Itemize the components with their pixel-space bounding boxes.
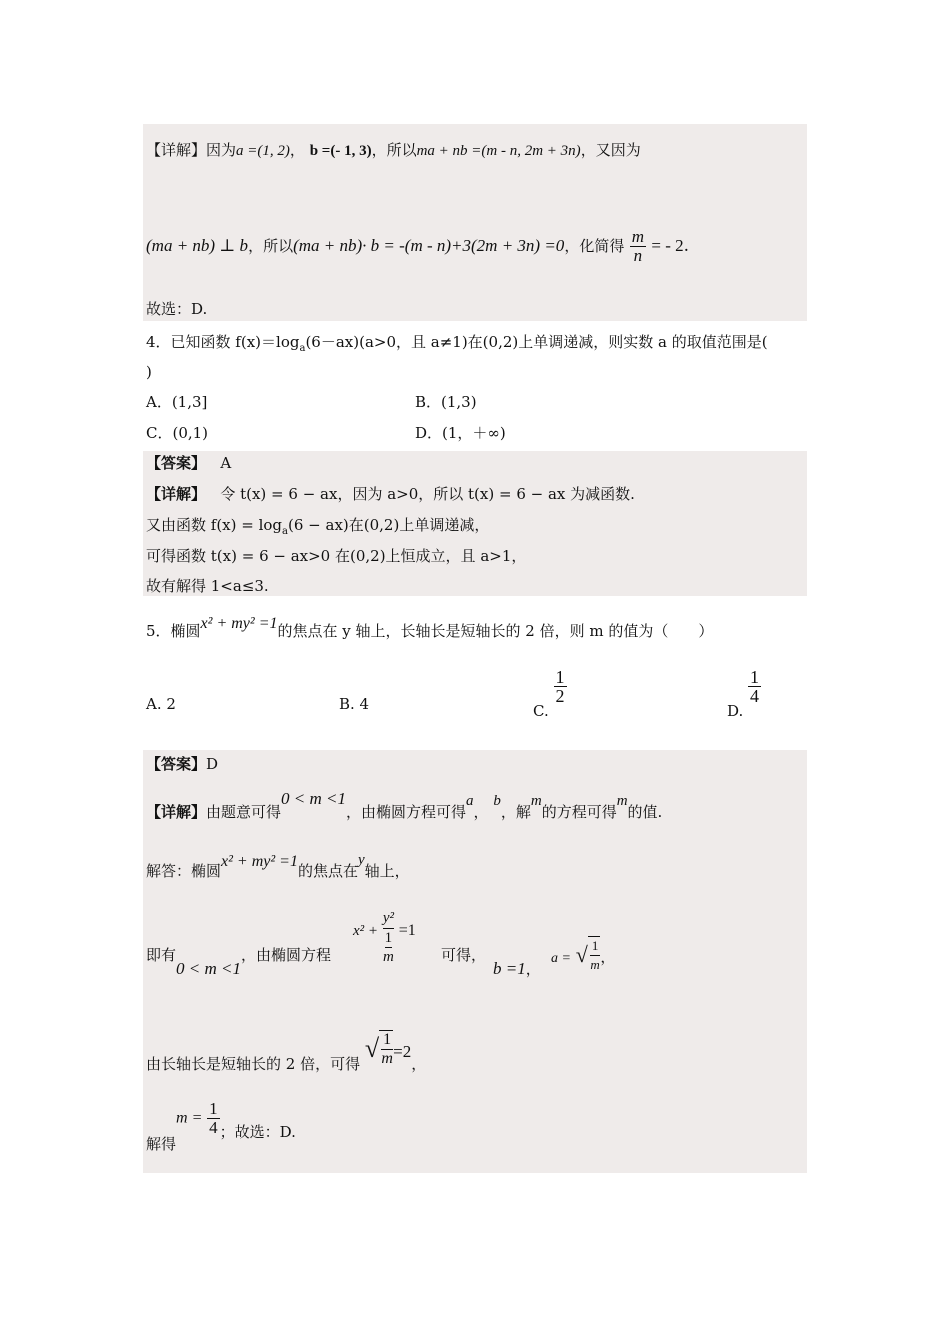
line2-log-base: a [282,526,288,537]
q4-stem-part2: (6－ax)(a>0，且 a≠1)在(0,2)上单调递减，则实数 a 的取值范围是( [305,333,768,351]
long-axis-text: 由长轴长是短轴长的 2 倍，可得 [146,1055,361,1073]
final-text: ；故选：D. [219,1122,296,1141]
ans5-long-axis [146,1030,427,1073]
ans5-get [441,944,486,966]
ans5-b-eq [493,958,541,980]
m-equals: m = [176,1109,203,1127]
detail-label: 【详解】 [146,485,207,503]
detail1-line2 [146,228,689,265]
answer-label: 【答案】 [146,755,207,773]
period: . [683,236,690,256]
ans4-answer [146,452,231,474]
var-b: b [493,793,501,809]
q5-option-d [727,667,761,720]
q5-option-c [533,667,567,720]
answer-value: A [220,454,232,472]
q4-option-a: A．(1,3] [146,393,208,411]
b-equals-one: b =1 [493,959,526,978]
solution-text: 的焦点在 [297,862,358,880]
var-m: m [530,793,542,809]
q4-option-d: D．(1，＋∞) [415,424,506,442]
vector-a: a =(1, 2) [236,143,290,159]
inner-den: m [382,949,394,965]
inequality: 0 < m <1 [281,789,347,808]
equals-two: =2 [393,1042,412,1061]
equals-one: =1 [398,922,416,939]
dot-product-expr: (ma + nb)· b = -(m - n)+3(2m + 3n) =0 [293,236,565,255]
comma-2: ， [600,948,616,966]
ans5-a-eq [551,936,615,974]
comma: ， [411,1055,427,1073]
answer-label: 【答案】 [146,454,207,472]
perp-expr: (ma + nb) ⊥ b [146,236,249,255]
by-equation-text: ，由椭圆方程 [241,946,332,964]
option-c-fraction: $\frac{1}{2}$ [555,667,565,706]
expr-sum: ma + nb =(m - n, 2m + 3n) [416,143,581,159]
so-text: ，所以 [371,141,417,159]
solution-label: 解答：椭圆 [146,862,222,880]
y-squared: y² [383,908,394,929]
detail-label: 【详解】因为 [146,141,237,159]
detail-text-4: 的方程可得 [541,803,617,821]
vector-b: b =(- 1, 3) [309,143,372,159]
ans4-detail [146,483,635,505]
inner-num: 1 [384,930,393,946]
ans4-line4: 故有解得 1<a≤3. [146,577,269,595]
ans5-solution [146,852,410,883]
q5-stem-part2: 的焦点在 y 轴上，长轴长是短轴长的 2 倍，则 m 的值为（ ） [277,622,714,640]
m-fraction: $\frac{1}{4}$ [209,1099,218,1137]
separator: ， [473,803,489,821]
ans5-solve [146,1099,296,1153]
sqrt-long: √ $\frac{1}{m}$ [364,1031,393,1067]
ellipse-y-fraction [383,908,394,966]
var-a: a [466,793,474,809]
ans4-line3: 可得函数 t(x) = 6 − ax>0 在(0,2)上恒成立，且 a>1， [146,547,527,565]
detail1-choose: 故选：D. [146,300,208,318]
q5-stem-part1: 5．椭圆 [146,622,201,640]
solve-text: 解得 [146,1134,177,1153]
ans5-answer [146,753,218,775]
ellipse-equation: x² + my² =1 [200,615,278,632]
var-y: y [357,852,365,868]
so-text-2: ，所以 [248,237,294,255]
option-d-label: D. [727,701,744,720]
result-value: = - 2 [651,236,684,255]
sqrt-one-over-m: √ $\frac{1}{m}$ [575,938,600,972]
var-m-2: m [616,793,628,809]
detail-text-3: ，解 [500,803,531,821]
get-text: 可得， [441,946,487,964]
option-d-fraction: $\frac{1}{4}$ [750,667,760,706]
comma: ， [525,960,541,978]
ans5-detail [146,789,663,824]
detail-text-1: 由题意可得 [206,803,282,821]
line2-part1: 又由函数 f(x) = log [146,516,283,534]
solution-end: 轴上， [364,862,410,880]
a-equals: a = [551,951,571,966]
detail1-line1 [146,139,641,162]
q5-option-a: A. 2 [146,695,176,713]
also-text: ，又因为 [580,141,641,159]
simplify-text: ，化简得 [564,237,625,255]
option-c-label: C. [533,701,549,720]
q4-stem [146,331,768,360]
separator: ， [289,141,305,159]
q4-option-b: B．(1,3) [415,393,477,411]
detail-text-2: ，由椭圆方程可得 [346,803,467,821]
q4-log-base: a [299,343,306,354]
ellipse-x-term: x² + [353,923,379,939]
detail-line1: 令 t(x) = 6 − ax，因为 a>0，所以 t(x) = 6 − ax 为减函数. [220,485,635,503]
answer-value: D [206,755,219,773]
inner-fraction [383,929,394,966]
q4-option-c: C．(0,1) [146,424,209,442]
detail-label: 【详解】 [146,803,207,821]
inequality: 0 < m <1 [176,959,241,978]
thus-text: 即有 [146,946,177,964]
ellipse-standard-form [353,908,416,984]
line2-part2: (6 − ax)在(0,2)上单调递减， [288,516,490,534]
detail-text-5: 的值. [627,803,663,821]
ans5-thus [146,944,332,978]
q5-stem [146,615,714,643]
q4-stem-end: ) [146,363,152,381]
q5-option-b: B. 4 [339,695,370,713]
q4-stem-part1: 4．已知函数 f(x)＝log [146,333,300,351]
ellipse-equation: x² + my² =1 [221,853,298,870]
fraction-m-over-n: $\frac{m}{n}$ [631,227,645,265]
ans4-line2 [146,514,489,543]
